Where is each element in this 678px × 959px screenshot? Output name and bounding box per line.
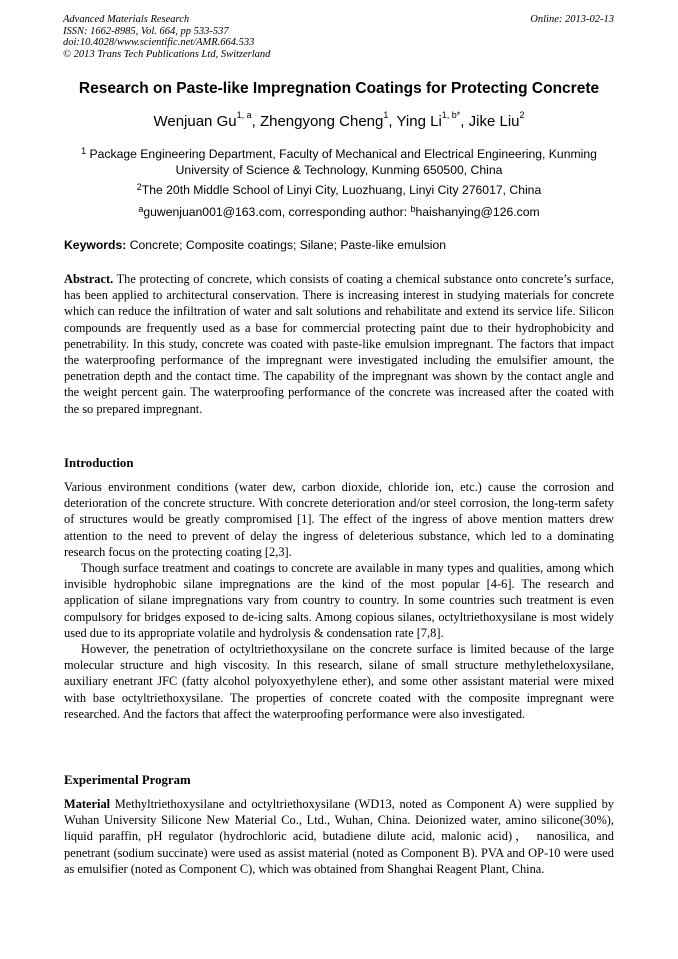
email-text: guwenjuan001@163.com, corresponding author: xyxy=(143,205,411,219)
journal-name: Advanced Materials Research xyxy=(63,14,190,25)
material-label: Material xyxy=(64,797,111,811)
author-sup: 1, b* xyxy=(441,110,461,120)
author-sep: , xyxy=(251,113,260,130)
aff-text: University of Science & Technology, Kunming 650500, China xyxy=(175,163,503,177)
intro-paragraph: However, the penetration of octyltriethoxysilane on the concrete surface is limited because of the large molecular structure and high viscosity. In this research, silane of small structure methyletheloxysilane, auxiliary enetrant JFC (fatty alcohol polyoxyethylene ether), and some other assistant material were mixed with base octyltriethoxysilane. The properties of concrete coated with the composite impregnant were researched. And the factors that affect the waterproofing performance were also investigated. xyxy=(64,642,614,721)
author-name: Wenjuan Gu xyxy=(153,113,237,130)
affiliation-2 xyxy=(60,182,618,198)
author-name: Jike Liu xyxy=(468,113,520,130)
issn-line: ISSN: 1662-8985, Vol. 664, pp 533-537 xyxy=(63,25,229,37)
experimental-body xyxy=(64,796,614,877)
keywords xyxy=(64,238,446,252)
online-date: Online: 2013-02-13 xyxy=(530,14,614,25)
doi-line: doi:10.4028/www.scientific.net/AMR.664.533 xyxy=(63,37,255,48)
aff-sup: b xyxy=(410,204,416,214)
author-name: Zhengyong Cheng xyxy=(259,113,384,130)
introduction-body xyxy=(64,479,614,722)
introduction-heading: Introduction xyxy=(64,456,134,470)
author-name: Ying Li xyxy=(396,113,442,130)
paper-title: Research on Paste-like Impregnation Coatings for Protecting Concrete xyxy=(78,80,600,97)
material-text: Methyltriethoxysilane and octyltriethoxysilane (WD13, noted as Component A) were supplied by Wuhan University Silicone New Material Co., Ltd., Wuhan, China. Deionized water, amino silicone(30%), liquid paraffin, pH regulator (hydrochloric acid, butadiene dilute acid, malonic acid)， nanosilica, and penetrant (sodium succinate) were used as assist material (noted as Component B). PVA and OP-10 were used as emulsifier (noted as Component C), which was obtained from Shanghai Reagent Plant, China. xyxy=(64,797,614,876)
aff-text: Package Engineering Department, Faculty of Mechanical and Electrical Engineering, Kunming xyxy=(89,147,597,161)
affiliation-1 xyxy=(60,146,618,178)
author-list xyxy=(0,110,678,130)
abstract-text: The protecting of concrete, which consists of coating a chemical substance onto concrete’s surface, has been applied to architectural conservation. There is increasing interest in studying materials for concrete which can reduce the infiltration of water and salt solutions and rehabilitate and extend its service life. Silicon compounds are frequently used as a base for commercial protecting paint due to their hydrophobicity and penetrability. In this study, concrete was coated with paste-like emulsion impregnant. The factors that impact the waterproofing performance of the impregnant were investigated including the emulsifier amount, the penetration depth and the contact time. The capability of the impregnant was shown by the contact angle and the weight percent gain. The waterproofing performance of the concrete was increased after the coated with the so prepared impregnant. xyxy=(64,272,614,416)
copyright-line: © 2013 Trans Tech Publications Ltd, Switzerland xyxy=(63,48,271,60)
intro-paragraph: Various environment conditions (water dew, carbon dioxide, chloride ion, etc.) cause the corrosion and deterioration of the concrete structure. With concrete deterioration and/or steel corrosion, the long-term safety of structures would be greatly compromised [1]. The effect of the ingress of above mention matters drew attention to the need to prevent of delay the ingress of deleterious substance, which led to a dominating research focus on the protecting coating [2,3]. xyxy=(64,480,614,559)
aff-sup: 1 xyxy=(81,146,87,156)
aff-sup: a xyxy=(138,204,144,214)
intro-paragraph: Though surface treatment and coatings to concrete are available in many types and qualities, among which invisible hydrophobic silane impregnations are the kind of the most popular [4-6]. The research and application of silane impregnations vary from country to country. In some countries such treatment is even compulsory for bridges exposed to de-icing salts. Among copious silanes, octyltriethoxysilane is most widely used due to its appropriate volatile and hydrolysis & condensation rate [7,8]. xyxy=(64,561,614,640)
author-sep: , xyxy=(388,113,397,130)
abstract xyxy=(64,271,614,417)
aff-sup: 2 xyxy=(136,182,142,192)
email-text: haishanying@126.com xyxy=(415,205,540,219)
author-sup: 1, a xyxy=(236,110,252,120)
email-line xyxy=(60,204,618,220)
experimental-heading: Experimental Program xyxy=(64,773,191,787)
abstract-label: Abstract. xyxy=(64,272,114,286)
author-sup: 2 xyxy=(519,110,525,120)
author-sep: , xyxy=(460,113,469,130)
keywords-text: Concrete; Composite coatings; Silane; Paste-like emulsion xyxy=(129,238,447,252)
author-sup: 1 xyxy=(383,110,389,120)
aff-text: The 20th Middle School of Linyi City, Luozhuang, Linyi City 276017, China xyxy=(141,183,542,197)
journal-header xyxy=(63,14,270,60)
keywords-label: Keywords: xyxy=(64,238,127,252)
